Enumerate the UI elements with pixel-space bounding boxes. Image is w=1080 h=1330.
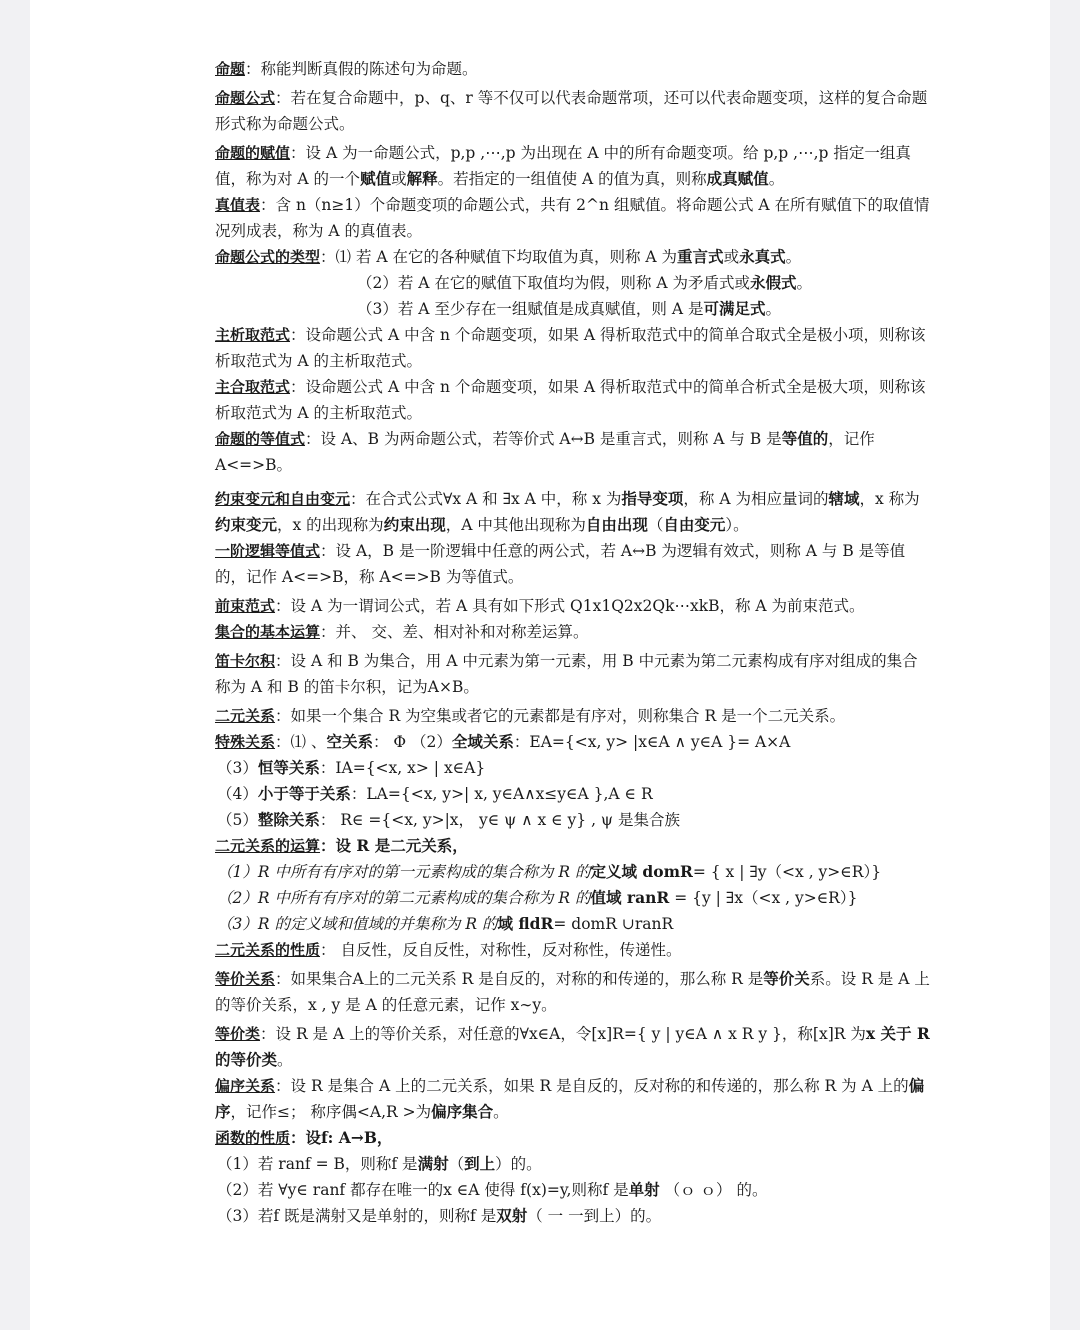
bold-text: 双射 bbox=[496, 1206, 528, 1225]
formula-type-item-3 bbox=[215, 296, 933, 322]
special-relation-less-equal bbox=[215, 781, 933, 807]
paragraph-truth-table bbox=[215, 192, 933, 244]
bold-text: 小于等于关系 bbox=[257, 784, 351, 803]
definition-text: 系。设 R 是 A 上的等价关系，x , y 是 A 的任意元素，记作 x∼y。 bbox=[215, 970, 930, 1014]
term-partial-order: 偏序关系 bbox=[215, 1077, 276, 1095]
paragraph-proposition-formula bbox=[215, 85, 933, 137]
definition-text: ，x 的出现称为 bbox=[277, 516, 384, 534]
definition-text: = {y | ∃x（<x , y>∈R）} bbox=[669, 889, 858, 907]
term-equivalence-class: 等价类 bbox=[215, 1025, 261, 1043]
bold-text: 满射 bbox=[417, 1154, 449, 1173]
definition-text: ：⑴ 、 bbox=[275, 733, 327, 751]
definition-text: ：设 A 为一命题公式，p,p ,⋯,p 为出现在 A 中的所有命题变项。给 p,p ,⋯,p 指定一组真值，称为对 A 的一个 bbox=[215, 144, 911, 188]
definition-text: ：设 A 和 B 为集合，用 A 中元素为第一元素，用 B 中元素为第二元素构成有序对组成的集合称为 A 和 B 的笛卡尔积，记为A×B。 bbox=[215, 652, 918, 696]
bold-text: 约束变元 bbox=[215, 515, 278, 534]
definition-text: （2）R 中所有有序对的第二元素构成的集合称为 R 的 bbox=[217, 889, 591, 907]
definition-text: ：设 A，B 是一阶逻辑中任意的两公式，若 A↔B 为逻辑有效式，则称 A 与 B 是等值的，记作 A<=>B，称 A<=>B 为等值式。 bbox=[215, 542, 906, 586]
bold-text: 等价关 bbox=[763, 969, 810, 988]
relation-operation-domain bbox=[215, 859, 933, 885]
definition-text: （3）R 的定义域和值域的并集称为 R 的 bbox=[217, 915, 498, 933]
document-content bbox=[215, 56, 933, 1229]
definition-text: 。 bbox=[765, 300, 781, 318]
bold-text: 域 fldR bbox=[497, 914, 554, 933]
term-function-properties: 函数的性质 bbox=[215, 1129, 291, 1147]
definition-text: ： R∈ ={<x, y>|x， y∈ ψ ∧ x ∈ y} , ψ 是集合族 bbox=[319, 811, 681, 829]
bold-text: 整除关系 bbox=[257, 810, 320, 829]
definition-text: 。 bbox=[277, 1051, 293, 1069]
bold-text: ：设f: A→B， bbox=[290, 1128, 393, 1147]
paragraph-formula-types bbox=[215, 244, 933, 270]
definition-text: ：并、 交、差、相对补和对称差运算。 bbox=[320, 623, 589, 641]
term-equivalence: 命题的等值式 bbox=[215, 430, 306, 448]
definition-text: 。若指定的一组值使 A 的值为真，则称 bbox=[437, 170, 707, 188]
document-page bbox=[30, 0, 1050, 1330]
term-fol-equivalence: 一阶逻辑等值式 bbox=[215, 542, 321, 560]
definition-text: （3）若 A 至少存在一组赋值是成真赋值，则 A 是 bbox=[357, 300, 704, 318]
paragraph-equivalence bbox=[215, 426, 933, 478]
definition-text: （ 一 一到上）的。 bbox=[527, 1207, 662, 1225]
bold-text: 指导变项 bbox=[621, 489, 684, 508]
bold-text: 值域 ranR bbox=[590, 888, 670, 907]
definition-text: ：⑴ 若 A 在它的各种赋值下均取值为真，则称 A 为 bbox=[320, 248, 678, 266]
paragraph-principal-cnf bbox=[215, 374, 933, 426]
bold-text: 重言式 bbox=[677, 247, 724, 266]
bold-text: 到上 bbox=[464, 1154, 496, 1173]
definition-text: ，记作 A<=>B。 bbox=[215, 430, 875, 474]
definition-text: ：IA={<x, x> | x∈A} bbox=[319, 759, 486, 777]
bold-text: 定义域 domR bbox=[590, 862, 693, 881]
definition-text: ：如果集合A上的二元关系 R 是自反的，对称的和传递的，那么称 R 是 bbox=[275, 970, 764, 988]
bold-text: 可满足式 bbox=[703, 299, 766, 318]
term-truth-table: 真值表 bbox=[215, 196, 261, 214]
term-proposition: 命题 bbox=[215, 60, 246, 78]
paragraph-cartesian-product bbox=[215, 648, 933, 700]
term-cartesian-product: 笛卡尔积 bbox=[215, 652, 276, 670]
relation-operation-range bbox=[215, 885, 933, 911]
bold-text: 解释 bbox=[406, 169, 438, 188]
definition-text: （1）若 ranf = B，则称f 是 bbox=[217, 1155, 418, 1173]
term-principal-dnf: 主析取范式 bbox=[215, 326, 291, 344]
function-property-injective bbox=[215, 1177, 933, 1203]
definition-text: = domR ∪ranR bbox=[553, 915, 674, 933]
definition-text: ，A 中其他出现称为 bbox=[445, 516, 586, 534]
paragraph-partial-order bbox=[215, 1073, 933, 1125]
term-binary-relation: 二元关系 bbox=[215, 707, 276, 725]
paragraph-fol-equivalence bbox=[215, 538, 933, 590]
term-bound-free-variables: 约束变元和自由变元 bbox=[215, 490, 351, 508]
bold-text: 约束出现 bbox=[383, 515, 446, 534]
term-relation-properties: 二元关系的性质 bbox=[215, 941, 321, 959]
definition-text: 或 bbox=[391, 170, 407, 188]
bold-text: 永真式 bbox=[739, 247, 786, 266]
bold-text: 空关系 bbox=[326, 732, 373, 751]
definition-text: 或 bbox=[723, 248, 740, 266]
function-property-surjective bbox=[215, 1151, 933, 1177]
definition-text: ：称能判断真假的陈述句为命题。 bbox=[245, 60, 478, 78]
definition-text: （2）若 A 在它的赋值下取值均为假，则称 A 为矛盾式或 bbox=[357, 274, 750, 292]
term-special-relations: 特殊关系 bbox=[215, 733, 276, 751]
definition-text: ：设 R 是 A 上的等价关系，对任意的∀x∈A，令[x]R={ y | y∈A ∧ x R y }，称[x]R 为 bbox=[260, 1025, 866, 1043]
definition-text: ，称 A 为相应量词的 bbox=[683, 490, 829, 508]
definition-text: ： Φ （2） bbox=[372, 733, 452, 751]
paragraph-binary-relation bbox=[215, 703, 933, 729]
definition-text: 。 bbox=[796, 274, 812, 292]
definition-text: 。 bbox=[768, 170, 785, 188]
paragraph-set-operations bbox=[215, 619, 933, 645]
term-formula-types: 命题公式的类型 bbox=[215, 248, 321, 266]
definition-text: 。 bbox=[493, 1103, 509, 1121]
term-equivalence-relation: 等价关系 bbox=[215, 970, 276, 988]
definition-text: （ bbox=[647, 516, 664, 534]
paragraph-special-relations bbox=[215, 729, 933, 755]
definition-text: ）。 bbox=[725, 516, 749, 534]
term-assignment: 命题的赋值 bbox=[215, 144, 291, 162]
paragraph-function-properties bbox=[215, 1125, 933, 1151]
definition-text: ： 自反性，反自反性，对称性，反对称性，传递性。 bbox=[320, 941, 682, 959]
term-set-operations: 集合的基本运算 bbox=[215, 623, 321, 641]
term-proposition-formula: 命题公式 bbox=[215, 89, 276, 107]
paragraph-bound-free-variables bbox=[215, 486, 933, 538]
definition-text: ：设 R 是集合 A 上的二元关系，如果 R 是自反的，反对称的和传递的，那么称 R 为 A 上的 bbox=[275, 1077, 909, 1095]
bold-text: 恒等关系 bbox=[257, 758, 320, 777]
definition-text: ：含 n（n≥1）个命题变项的命题公式，共有 2^n 组赋值。将命题公式 A 在所有赋值下的取值情况列成表，称为 A 的真值表。 bbox=[215, 196, 930, 240]
relation-operation-field bbox=[215, 911, 933, 937]
definition-text: ：设 A 为一谓词公式，若 A 具有如下形式 Q1x1Q2x2Qk⋯xkB，称 A 为前束范式。 bbox=[275, 597, 865, 615]
definition-text: ，x 称为 bbox=[859, 490, 920, 508]
definition-text: ：设 A、B 为两命题公式，若等价式 A↔B 是重言式，则称 A 与 B 是 bbox=[305, 430, 782, 448]
bold-text: 等值的 bbox=[781, 429, 829, 448]
paragraph-equivalence-relation bbox=[215, 966, 933, 1018]
paragraph-proposition bbox=[215, 56, 933, 82]
bold-text: 自由出现 bbox=[585, 515, 648, 534]
definition-text: ：LA={<x, y>| x, y∈A∧x≤y∈A },A ∈ R bbox=[350, 785, 653, 803]
definition-text: ：若在复合命题中，p、q、r 等不仅可以代表命题常项，还可以代表命题变项，这样的复合命题形式称为命题公式。 bbox=[215, 89, 928, 133]
special-relation-identity bbox=[215, 755, 933, 781]
paragraph-relation-operations bbox=[215, 833, 933, 859]
term-principal-cnf: 主合取范式 bbox=[215, 378, 291, 396]
definition-text: （ bbox=[448, 1155, 465, 1173]
paragraph-assignment bbox=[215, 140, 933, 192]
bold-text: x 关于 R 的等价类 bbox=[215, 1024, 930, 1069]
definition-text: （2）若 ∀y∈ ranf 都存在唯一的x ∈A 使得 f(x)=y,则称f 是 bbox=[217, 1181, 629, 1199]
term-relation-operations: 二元关系的运算 bbox=[215, 837, 321, 855]
bold-text: 偏序 bbox=[215, 1076, 925, 1121]
definition-text: ：设命题公式 A 中含 n 个命题变项，如果 A 得析取范式中的简单合取式全是极小项，则称该析取范式为 A 的主析取范式。 bbox=[215, 326, 926, 370]
definition-text: ：EA={<x, y> |x∈A ∧ y∈A }= A×A bbox=[513, 733, 791, 751]
definition-text: ）的。 bbox=[495, 1155, 542, 1173]
paragraph-relation-properties bbox=[215, 937, 933, 963]
bold-text: 偏序集合 bbox=[431, 1102, 494, 1121]
bold-text: ：设 R 是二元关系， bbox=[320, 836, 468, 855]
definition-text: = { x | ∃y（<x , y>∈R）} bbox=[692, 863, 882, 881]
bold-text: 赋值 bbox=[360, 169, 392, 188]
definition-text: ，记作≤； 称序偶<A,R >为 bbox=[230, 1103, 432, 1121]
bold-text: 自由变元 bbox=[663, 515, 726, 534]
definition-text: （1）R 中所有有序对的第一元素构成的集合称为 R 的 bbox=[217, 863, 591, 881]
bold-text: 成真赋值 bbox=[706, 169, 769, 188]
definition-text: ：如果一个集合 R 为空集或者它的元素都是有序对，则称集合 R 是一个二元关系。 bbox=[275, 707, 846, 725]
definition-text: （3） bbox=[217, 759, 258, 777]
definition-text: （4） bbox=[217, 785, 258, 803]
paragraph-prenex-form bbox=[215, 593, 933, 619]
definition-text: ：在合式公式∀x A 和 ∃x A 中，称 x 为 bbox=[350, 490, 622, 508]
definition-text: ：设命题公式 A 中含 n 个命题变项，如果 A 得析取范式中的简单合析式全是极大项，则称该析取范式为 A 的主析取范式。 bbox=[215, 378, 926, 422]
formula-type-item-2 bbox=[215, 270, 933, 296]
definition-text: （3）若f 既是满射又是单射的，则称f 是 bbox=[217, 1207, 497, 1225]
function-property-bijective bbox=[215, 1203, 933, 1229]
bold-text: 全域关系 bbox=[451, 732, 514, 751]
definition-text: 。 bbox=[785, 248, 802, 266]
bold-text: 单射 bbox=[628, 1180, 660, 1199]
bold-text: 辖域 bbox=[828, 489, 860, 508]
term-prenex-form: 前束范式 bbox=[215, 597, 276, 615]
definition-text: （ｏ ｏ） 的。 bbox=[659, 1181, 768, 1199]
bold-text: 永假式 bbox=[749, 273, 797, 292]
special-relation-divides bbox=[215, 807, 933, 833]
paragraph-principal-dnf bbox=[215, 322, 933, 374]
definition-text: （5） bbox=[217, 811, 258, 829]
paragraph-equivalence-class bbox=[215, 1021, 933, 1073]
